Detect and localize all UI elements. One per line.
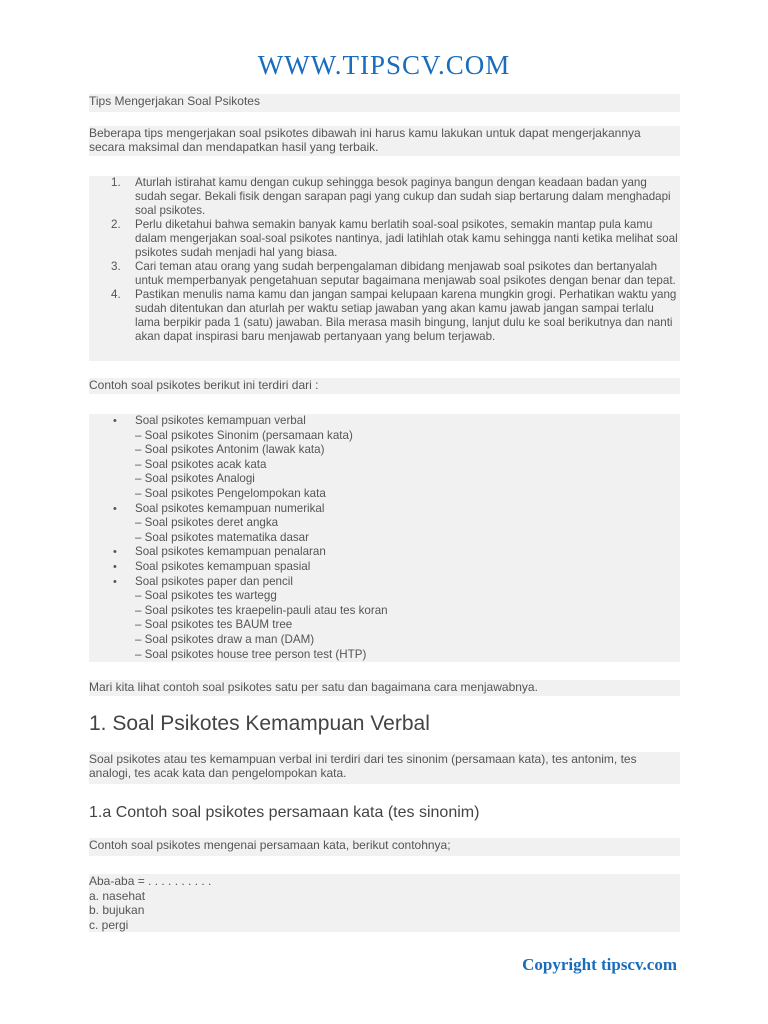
list-number: 4. — [111, 288, 121, 301]
subcategory-item: – Soal psikotes tes wartegg — [135, 589, 277, 603]
subcategory-item: – Soal psikotes tes kraepelin-pauli atau tes koran — [135, 603, 388, 617]
category-label: • Soal psikotes paper dan pencil — [135, 574, 293, 588]
list-number: 3. — [111, 260, 121, 273]
list-item — [89, 545, 680, 560]
contoh-intro: Contoh soal psikotes berikut ini terdiri dari : — [89, 378, 680, 394]
subcategory-item: – Soal psikotes deret angka — [135, 516, 279, 530]
subcategory-item: – Soal psikotes Pengelompokan kata — [135, 486, 326, 500]
intro-paragraph: Beberapa tips mengerjakan soal psikotes dibawah ini harus kamu lakukan untuk dapat mengerjakannya secara maksimal dan mendapatkan hasil yang terbaik. — [89, 126, 680, 156]
list-item — [89, 502, 680, 546]
answer-option: b. bujukan — [89, 903, 145, 917]
category-label: • Soal psikotes kemampuan penalaran — [135, 545, 326, 559]
tips-list — [89, 176, 680, 361]
copyright-link[interactable]: Copyright tipscv.com — [522, 955, 677, 974]
category-label: • Soal psikotes kemampuan numerikal — [135, 501, 325, 515]
list-item — [89, 414, 680, 502]
categories-list — [89, 414, 680, 662]
list-item — [89, 288, 680, 344]
site-title[interactable]: WWW.TIPSCV.COM — [257, 50, 511, 80]
list-item — [89, 176, 680, 218]
question-text: Aba-aba = . . . . . . . . . . — [89, 874, 212, 888]
list-item-text: Aturlah istirahat kamu dengan cukup sehingga besok paginya bangun dengan keadaan badan yang sudah segar. Bekali fisik dengan sarapan pagi yang cukup dan sudah siap bertarung dalam menghadapi soal psikotes. — [135, 176, 671, 217]
subcategory-item: – Soal psikotes acak kata — [135, 457, 267, 471]
subcategory-item: – Soal psikotes matematika dasar — [135, 530, 309, 544]
answer-option: a. nasehat — [89, 888, 146, 903]
list-item — [89, 260, 680, 288]
intro-title: Tips Mengerjakan Soal Psikotes — [89, 94, 680, 112]
subcategory-item: – Soal psikotes Analogi — [135, 472, 255, 486]
contoh-paragraph: Contoh soal psikotes mengenai persamaan kata, berikut contohnya; — [89, 838, 680, 856]
subcategory-item: – Soal psikotes house tree person test (HTP) — [135, 647, 367, 661]
question-block — [89, 874, 680, 932]
subcategory-item: – Soal psikotes tes BAUM tree — [135, 618, 293, 632]
section-paragraph: Soal psikotes atau tes kemampuan verbal ini terdiri dari tes sinonim (persamaan kata), tes antonim, tes analogi, tes acak kata dan pengelompokan kata. — [89, 752, 680, 784]
list-number: 1. — [111, 176, 121, 189]
subcategory-item: – Soal psikotes Sinonim (persamaan kata) — [135, 428, 353, 442]
list-item-text: Cari teman atau orang yang sudah berpengalaman dibidang menjawab soal psikotes dan bertanyalah untuk memperbanyak pengetahuan seputar bagaimana menjawab soal psikotes dengan benar dan tepat. — [135, 260, 676, 287]
list-item-text: Pastikan menulis nama kamu dan jangan sampai kelupaan karena mungkin grogi. Perhatikan waktu yang sudah ditentukan dan aturlah per waktu setiap jawaban yang akan kamu jawab jangan sampai terlalu lama berpikir pada 1 (satu) jawaban. Bila merasa masih bingung, lanjut dulu ke soal berikutnya dan nanti akan dapat inspirasi baru menjawab pertanyaan yang belum terjawab. — [135, 288, 677, 343]
subcategory-item: – Soal psikotes draw a man (DAM) — [135, 632, 315, 646]
list-item — [89, 218, 680, 260]
list-item — [89, 560, 680, 575]
section-subheading: 1.a Contoh soal psikotes persamaan kata (tes sinonim) — [89, 804, 480, 821]
category-label: • Soal psikotes kemampuan spasial — [135, 559, 311, 573]
answer-option: c. pergi — [89, 917, 129, 932]
mari-paragraph: Mari kita lihat contoh soal psikotes satu per satu dan bagaimana cara menjawabnya. — [89, 680, 680, 696]
list-item-text: Perlu diketahui bahwa semakin banyak kamu berlatih soal-soal psikotes, semakin mantap pula kamu dalam mengerjakan soal-soal psikotes nantinya, jadi latihlah otak kamu sehingga nanti ketika melihat soal psikotes sudah menjadi hal yang biasa. — [135, 218, 678, 259]
category-label: • Soal psikotes kemampuan verbal — [135, 414, 306, 427]
list-number: 2. — [111, 218, 121, 231]
list-item — [89, 575, 680, 663]
subcategory-item: – Soal psikotes Antonim (lawak kata) — [135, 443, 325, 457]
section-heading: 1. Soal Psikotes Kemampuan Verbal — [89, 712, 430, 735]
